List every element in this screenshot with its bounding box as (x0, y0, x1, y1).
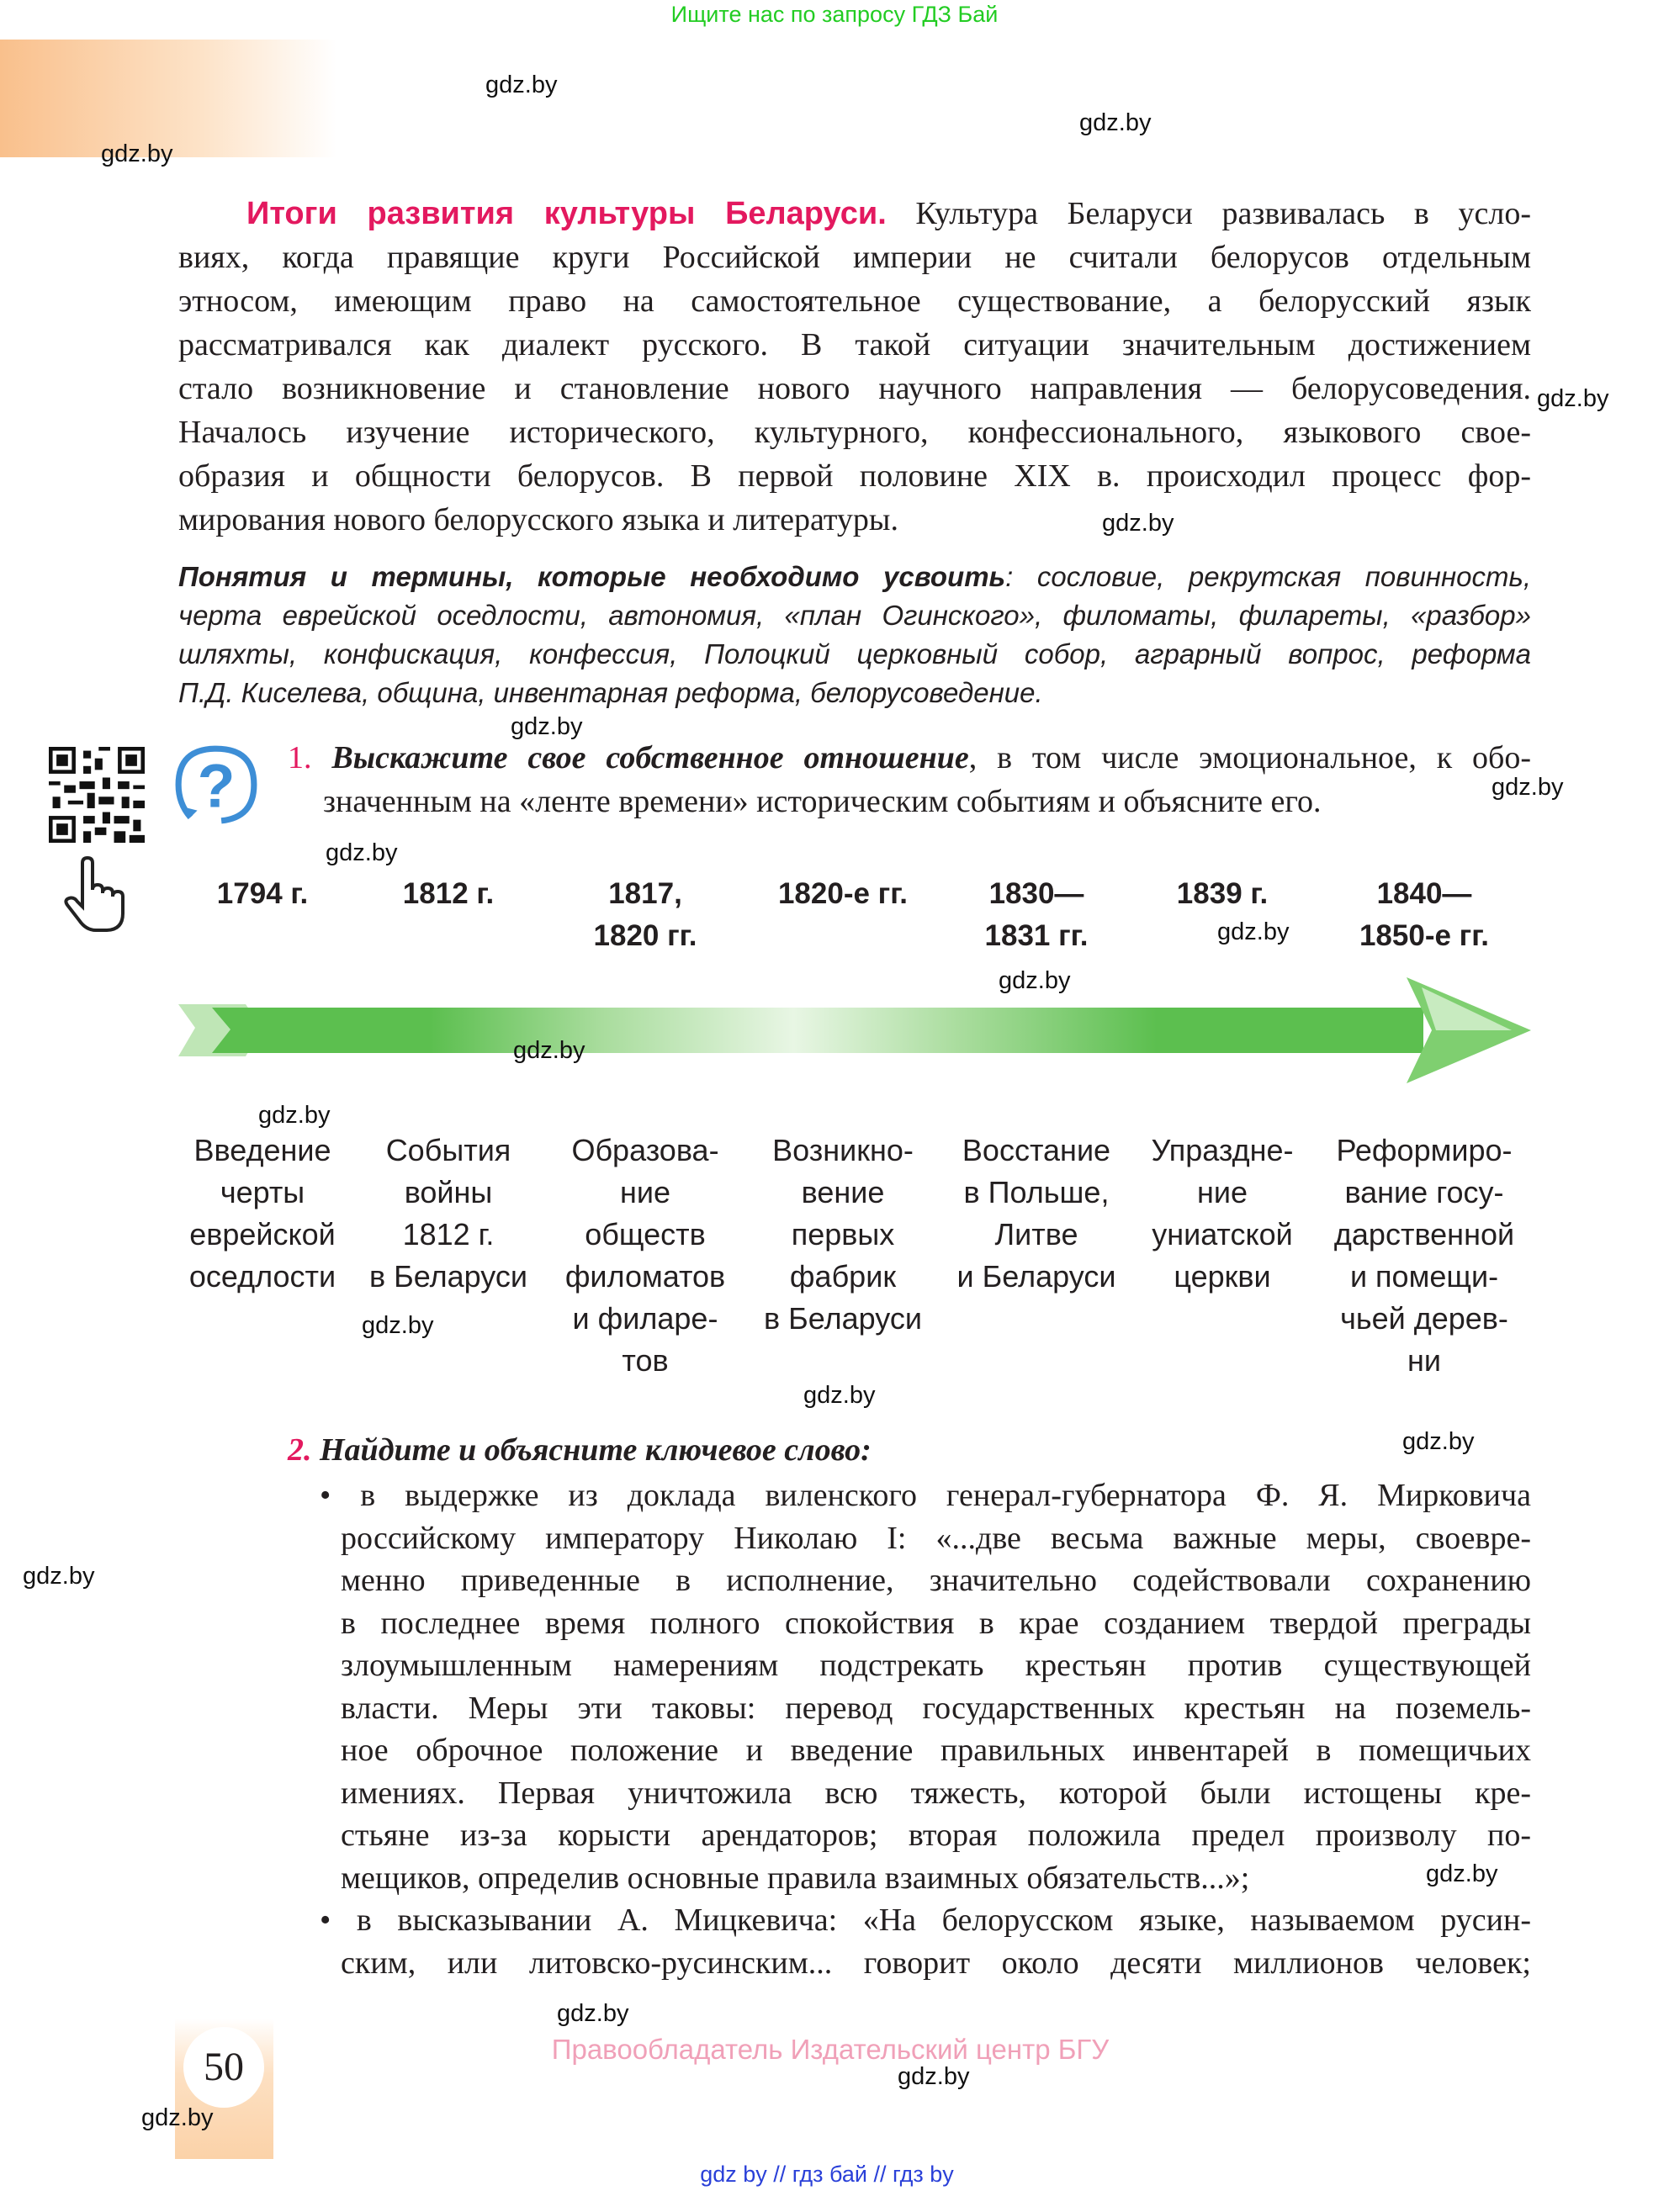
quote-line: имениях. Первая уничтожила всю тяжесть, которой были истощены кре- (341, 1775, 1531, 1811)
footer-links[interactable]: gdz by // гдз бай // гдз by (700, 2162, 954, 2187)
quote-line: власти. Меры эти таковы: перевод государственных крестьян на поземель- (341, 1690, 1531, 1726)
qr-code-icon[interactable] (49, 747, 145, 843)
watermark: gdz.by (101, 140, 173, 167)
terms-line: шляхты, конфискация, конфессия, Полоцкий церковный собор, аграрный вопрос, реформа (178, 638, 1531, 669)
task-text: , в том числе эмоциональное, к обо- (968, 740, 1532, 775)
timeline-date: 1812 г. (402, 877, 495, 910)
watermark: gdz.by (803, 1382, 876, 1409)
task-number: 1. (288, 740, 312, 775)
section-heading: Итоги развития культуры Беларуси. (246, 196, 887, 231)
paragraph-line: Началось изучение исторического, культурного, конфессионального, языкового свое- (178, 415, 1531, 450)
timeline-event: Введение черты еврейской оседлости (188, 1133, 336, 1294)
timeline-date: 1839 г. (1176, 877, 1269, 910)
quote-line: • в высказывании А. Мицкевича: «На белорусском языке, называемом русин- (320, 1902, 1531, 1938)
corner-decoration (0, 40, 336, 157)
terms-line (178, 558, 1531, 596)
timeline-event: Образова- ние обществ филоматов и филаре- тов (564, 1133, 726, 1378)
task-2-body (320, 1474, 1531, 1984)
question-icon (173, 742, 259, 828)
terms-line: П.Д. Киселева, община, инвентарная реформа, белорусоведение. (178, 677, 1043, 708)
quote-line: российскому императору Николаю I: «...две весьма важные меры, своевре- (341, 1520, 1531, 1556)
timeline-date: 1820-е гг. (777, 877, 909, 910)
watermark: gdz.by (513, 1037, 585, 1064)
paragraph-line: рассматривался как диалект русского. В такой ситуации значительным достижением (178, 327, 1531, 362)
watermark: gdz.by (898, 2063, 970, 2090)
paragraph-line: стало возникновение и становление нового научного направления — белорусоведения. (178, 371, 1531, 406)
main-paragraph (178, 192, 1531, 542)
watermark: gdz.by (511, 713, 583, 740)
watermark: gdz.by (1426, 1860, 1498, 1887)
copyright-notice: Правообладатель Издательский центр БГУ (551, 2034, 1110, 2065)
paragraph-line: виях, когда правящие круги Российской империи не считали белорусов отдельным (178, 240, 1531, 275)
timeline-event: Реформиро- вание госу- дарственной и помещи- чьей дерев- ни (1333, 1133, 1515, 1378)
paragraph-text: Культура Беларуси развивалась в усло- (915, 196, 1531, 231)
watermark: gdz.by (1402, 1428, 1475, 1455)
watermark: gdz.by (485, 71, 558, 98)
timeline-date: 1817, 1820 гг. (593, 877, 697, 952)
quote-line: стьяне из-за корысти арендаторов; вторая положила предел произволу по- (341, 1818, 1531, 1853)
timeline-date: 1830— 1831 гг. (984, 877, 1089, 952)
timeline-date: 1794 г. (216, 877, 309, 910)
timeline-event: Упраздне- ние униатской церкви (1151, 1133, 1294, 1294)
paragraph-line: этносом, имеющим право на самостоятельное существование, а белорусский язык (178, 283, 1531, 319)
quote-line: мещиков, определив основные правила взаимных обязательств...»; (341, 1860, 1250, 1896)
terms-label: Понятия и термины, которые необходимо усвоить (178, 561, 1006, 592)
timeline-event: События войны 1812 г. в Беларуси (369, 1133, 527, 1294)
paragraph-line (178, 192, 1531, 235)
watermark: gdz.by (362, 1312, 434, 1339)
terms-paragraph (178, 558, 1531, 712)
watermark: gdz.by (141, 2104, 214, 2131)
quote-line: менно приведенные в исполнение, значительно содействовали сохранению (341, 1563, 1531, 1598)
quote-line: • в выдержке из доклада виленского генерал-губернатора Ф. Я. Мирковича (320, 1478, 1531, 1513)
task-1-line: значенным на «ленте времени» историческим событиям и объясните его. (323, 784, 1322, 819)
watermark: gdz.by (1217, 918, 1290, 945)
svg-text:?: ? (197, 751, 236, 821)
page-number: 50 (183, 2027, 264, 2108)
paragraph-line: образия и общности белорусов. В первой половине XIX в. происходил процесс фор- (178, 458, 1531, 494)
quote-line: злоумышленным намерениям подстрекать крестьян против существующей (341, 1648, 1531, 1683)
timeline-event: Восстание в Польше, Литве и Беларуси (956, 1133, 1116, 1294)
watermark: gdz.by (23, 1563, 95, 1590)
task-2-title (288, 1431, 872, 1468)
task-1 (288, 736, 1531, 823)
task-number: 2. (288, 1432, 312, 1468)
top-banner[interactable]: Ищите нас по запросу ГДЗ Бай (670, 2, 999, 27)
watermark: gdz.by (1537, 385, 1609, 412)
terms-text: : сословие, рекрутская повинность, (1005, 561, 1531, 592)
task-title: Найдите и объясните ключевое слово: (320, 1432, 872, 1468)
watermark: gdz.by (999, 967, 1071, 994)
quote-line: в последнее время полного спокойствия в крае созданием твердой преграды (341, 1605, 1531, 1641)
paragraph-line: мирования нового белорусского языка и литературы. (178, 502, 898, 537)
terms-line: черта еврейской оседлости, автономия, «план Огинского», филоматы, филареты, «разбор» (178, 600, 1531, 631)
timeline-date: 1840— 1850-е гг. (1359, 877, 1490, 952)
timeline-event: Возникно- вение первых фабрик в Беларуси (764, 1133, 922, 1336)
hand-pointer-icon (61, 856, 131, 934)
task-emphasis: Выскажите свое собственное отношение (331, 740, 969, 775)
watermark: gdz.by (1492, 774, 1564, 801)
watermark: gdz.by (1079, 109, 1152, 136)
watermark: gdz.by (557, 2000, 629, 2027)
watermark: gdz.by (1102, 510, 1174, 537)
quote-line: ное оброчное положение и введение правильных инвентарей в помещичьих (341, 1733, 1531, 1768)
watermark: gdz.by (326, 839, 398, 866)
watermark: gdz.by (258, 1102, 331, 1129)
quote-line: ским, или литовско-русинским... говорит около десяти миллионов человек; (341, 1945, 1531, 1981)
task-1-line (288, 736, 1531, 780)
timeline-arrow (178, 976, 1533, 1085)
